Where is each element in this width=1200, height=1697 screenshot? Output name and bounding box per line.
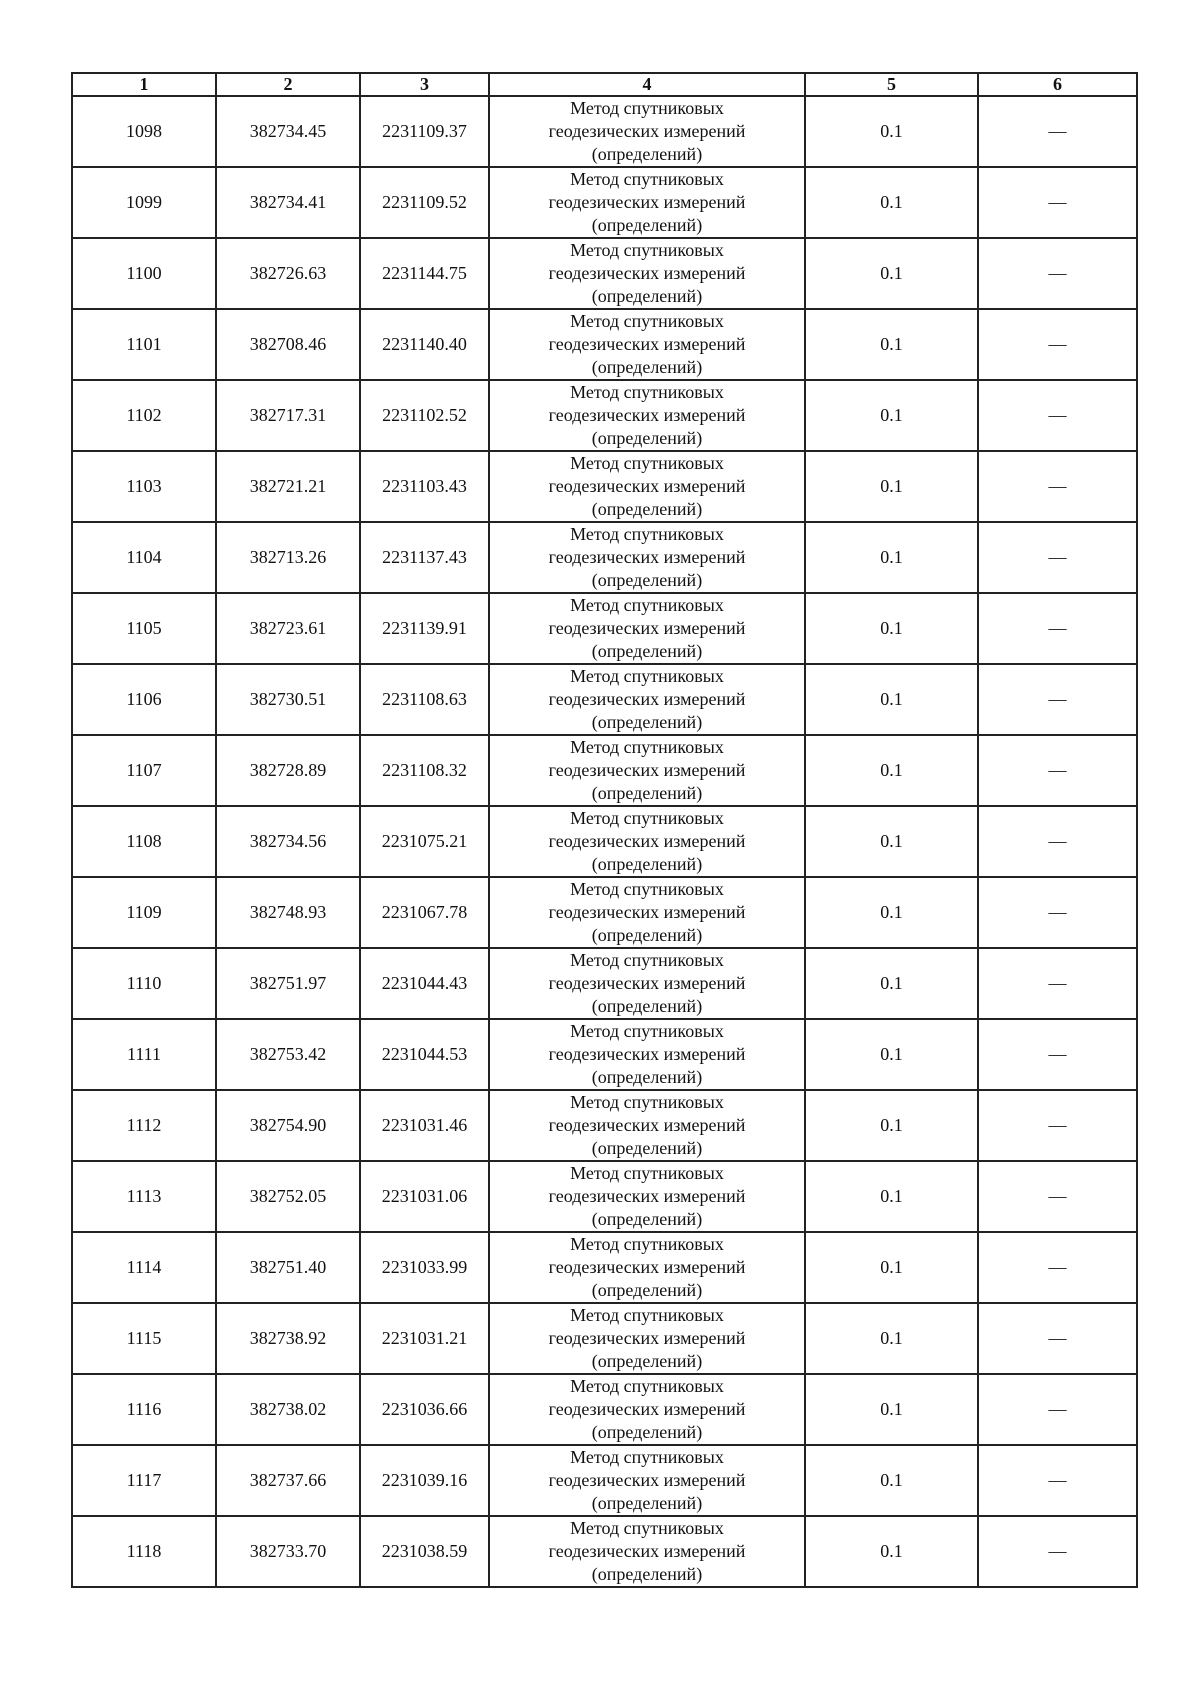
accuracy-cell: 0.1 (805, 593, 978, 664)
method-text: Метод спутниковых геодезических измерений (определений) (548, 311, 746, 377)
method-text: Метод спутниковых геодезических измерений (определений) (548, 1376, 746, 1442)
note-cell: — (978, 664, 1137, 735)
point-number-cell: 1115 (72, 1303, 216, 1374)
point-number-cell: 1102 (72, 380, 216, 451)
note-cell: — (978, 877, 1137, 948)
method-cell (489, 1303, 805, 1374)
method-cell (489, 1090, 805, 1161)
note-cell: — (978, 948, 1137, 1019)
method-cell (489, 806, 805, 877)
point-number-cell: 1101 (72, 309, 216, 380)
coord-y-cell: 2231044.43 (360, 948, 489, 1019)
method-text: Метод спутниковых геодезических измерений (определений) (548, 240, 746, 306)
coord-x-cell: 382753.42 (216, 1019, 360, 1090)
method-cell (489, 522, 805, 593)
coord-x-cell: 382721.21 (216, 451, 360, 522)
accuracy-cell: 0.1 (805, 309, 978, 380)
note-cell: — (978, 806, 1137, 877)
table-row (72, 96, 1137, 167)
header-col-1: 1 (72, 73, 216, 96)
point-number-cell: 1100 (72, 238, 216, 309)
method-text: Метод спутниковых геодезических измерений (определений) (548, 1305, 746, 1371)
note-cell: — (978, 1090, 1137, 1161)
coord-y-cell: 2231044.53 (360, 1019, 489, 1090)
table-row (72, 1232, 1137, 1303)
note-cell: — (978, 167, 1137, 238)
note-cell: — (978, 96, 1137, 167)
table-row (72, 1090, 1137, 1161)
table-row (72, 1516, 1137, 1587)
point-number-cell: 1098 (72, 96, 216, 167)
method-cell (489, 1516, 805, 1587)
note-cell: — (978, 1374, 1137, 1445)
accuracy-cell: 0.1 (805, 877, 978, 948)
method-cell (489, 877, 805, 948)
method-cell (489, 948, 805, 1019)
point-number-cell: 1108 (72, 806, 216, 877)
coord-y-cell: 2231036.66 (360, 1374, 489, 1445)
method-text: Метод спутниковых геодезических измерений (определений) (548, 1234, 746, 1300)
table-row (72, 806, 1137, 877)
point-number-cell: 1110 (72, 948, 216, 1019)
accuracy-cell: 0.1 (805, 451, 978, 522)
note-cell: — (978, 1445, 1137, 1516)
accuracy-cell: 0.1 (805, 948, 978, 1019)
accuracy-cell: 0.1 (805, 1090, 978, 1161)
table-row (72, 735, 1137, 806)
coord-y-cell: 2231039.16 (360, 1445, 489, 1516)
coord-x-cell: 382751.40 (216, 1232, 360, 1303)
accuracy-cell: 0.1 (805, 806, 978, 877)
method-text: Метод спутниковых геодезических измерений (определений) (548, 98, 746, 164)
table-row (72, 1019, 1137, 1090)
note-cell: — (978, 380, 1137, 451)
table-row (72, 593, 1137, 664)
method-text: Метод спутниковых геодезических измерений (определений) (548, 950, 746, 1016)
note-cell: — (978, 1303, 1137, 1374)
method-cell (489, 1445, 805, 1516)
coord-y-cell: 2231103.43 (360, 451, 489, 522)
method-cell (489, 309, 805, 380)
point-number-cell: 1111 (72, 1019, 216, 1090)
note-cell: — (978, 451, 1137, 522)
table-row (72, 877, 1137, 948)
header-col-6: 6 (978, 73, 1137, 96)
header-col-2: 2 (216, 73, 360, 96)
coord-y-cell: 2231031.46 (360, 1090, 489, 1161)
note-cell: — (978, 238, 1137, 309)
method-cell (489, 664, 805, 735)
coord-x-cell: 382713.26 (216, 522, 360, 593)
coord-y-cell: 2231067.78 (360, 877, 489, 948)
table-row (72, 380, 1137, 451)
method-cell (489, 238, 805, 309)
header-row (72, 73, 1137, 96)
coord-x-cell: 382737.66 (216, 1445, 360, 1516)
accuracy-cell: 0.1 (805, 167, 978, 238)
header-col-5: 5 (805, 73, 978, 96)
coord-y-cell: 2231031.21 (360, 1303, 489, 1374)
coord-x-cell: 382752.05 (216, 1161, 360, 1232)
point-number-cell: 1104 (72, 522, 216, 593)
table-row (72, 167, 1137, 238)
coord-x-cell: 382726.63 (216, 238, 360, 309)
coord-y-cell: 2231102.52 (360, 380, 489, 451)
accuracy-cell: 0.1 (805, 238, 978, 309)
table-row (72, 1445, 1137, 1516)
point-number-cell: 1105 (72, 593, 216, 664)
table-row (72, 309, 1137, 380)
coord-x-cell: 382738.02 (216, 1374, 360, 1445)
table-row (72, 451, 1137, 522)
method-cell (489, 451, 805, 522)
accuracy-cell: 0.1 (805, 1232, 978, 1303)
point-number-cell: 1099 (72, 167, 216, 238)
note-cell: — (978, 1516, 1137, 1587)
coord-x-cell: 382717.31 (216, 380, 360, 451)
table-body (72, 96, 1137, 1587)
coord-y-cell: 2231075.21 (360, 806, 489, 877)
table-header (72, 73, 1137, 96)
accuracy-cell: 0.1 (805, 96, 978, 167)
table-row (72, 948, 1137, 1019)
coord-y-cell: 2231109.37 (360, 96, 489, 167)
method-text: Метод спутниковых геодезических измерений (определений) (548, 1518, 746, 1584)
note-cell: — (978, 1019, 1137, 1090)
accuracy-cell: 0.1 (805, 522, 978, 593)
point-number-cell: 1113 (72, 1161, 216, 1232)
coord-x-cell: 382751.97 (216, 948, 360, 1019)
accuracy-cell: 0.1 (805, 1516, 978, 1587)
coord-y-cell: 2231038.59 (360, 1516, 489, 1587)
coord-x-cell: 382730.51 (216, 664, 360, 735)
note-cell: — (978, 522, 1137, 593)
method-cell (489, 380, 805, 451)
table-row (72, 1374, 1137, 1445)
accuracy-cell: 0.1 (805, 1374, 978, 1445)
method-text: Метод спутниковых геодезических измерений (определений) (548, 453, 746, 519)
document-page (71, 72, 1136, 1588)
method-cell (489, 593, 805, 664)
point-number-cell: 1118 (72, 1516, 216, 1587)
method-text: Метод спутниковых геодезических измерений (определений) (548, 808, 746, 874)
method-cell (489, 735, 805, 806)
coord-x-cell: 382738.92 (216, 1303, 360, 1374)
coord-x-cell: 382734.56 (216, 806, 360, 877)
method-text: Метод спутниковых геодезических измерений (определений) (548, 524, 746, 590)
table-row (72, 1303, 1137, 1374)
coordinates-table (71, 72, 1138, 1588)
method-text: Метод спутниковых геодезических измерений (определений) (548, 382, 746, 448)
coord-y-cell: 2231108.32 (360, 735, 489, 806)
method-text: Метод спутниковых геодезических измерений (определений) (548, 1447, 746, 1513)
note-cell: — (978, 309, 1137, 380)
coord-x-cell: 382728.89 (216, 735, 360, 806)
point-number-cell: 1103 (72, 451, 216, 522)
method-text: Метод спутниковых геодезических измерений (определений) (548, 737, 746, 803)
table-row (72, 1161, 1137, 1232)
accuracy-cell: 0.1 (805, 664, 978, 735)
coord-y-cell: 2231144.75 (360, 238, 489, 309)
accuracy-cell: 0.1 (805, 1303, 978, 1374)
coord-x-cell: 382733.70 (216, 1516, 360, 1587)
coord-y-cell: 2231108.63 (360, 664, 489, 735)
table-row (72, 664, 1137, 735)
method-text: Метод спутниковых геодезических измерений (определений) (548, 666, 746, 732)
coord-x-cell: 382734.45 (216, 96, 360, 167)
coord-y-cell: 2231031.06 (360, 1161, 489, 1232)
point-number-cell: 1109 (72, 877, 216, 948)
coord-x-cell: 382708.46 (216, 309, 360, 380)
note-cell: — (978, 1232, 1137, 1303)
note-cell: — (978, 735, 1137, 806)
coord-x-cell: 382723.61 (216, 593, 360, 664)
coord-x-cell: 382754.90 (216, 1090, 360, 1161)
point-number-cell: 1117 (72, 1445, 216, 1516)
point-number-cell: 1107 (72, 735, 216, 806)
point-number-cell: 1112 (72, 1090, 216, 1161)
header-col-3: 3 (360, 73, 489, 96)
method-cell (489, 96, 805, 167)
method-text: Метод спутниковых геодезических измерений (определений) (548, 169, 746, 235)
method-text: Метод спутниковых геодезических измерений (определений) (548, 1092, 746, 1158)
table-row (72, 522, 1137, 593)
accuracy-cell: 0.1 (805, 1445, 978, 1516)
header-col-4: 4 (489, 73, 805, 96)
point-number-cell: 1114 (72, 1232, 216, 1303)
coord-y-cell: 2231033.99 (360, 1232, 489, 1303)
method-text: Метод спутниковых геодезических измерений (определений) (548, 879, 746, 945)
accuracy-cell: 0.1 (805, 1019, 978, 1090)
method-cell (489, 1374, 805, 1445)
method-cell (489, 167, 805, 238)
accuracy-cell: 0.1 (805, 735, 978, 806)
point-number-cell: 1106 (72, 664, 216, 735)
coord-y-cell: 2231109.52 (360, 167, 489, 238)
method-text: Метод спутниковых геодезических измерений (определений) (548, 1163, 746, 1229)
note-cell: — (978, 1161, 1137, 1232)
coord-y-cell: 2231139.91 (360, 593, 489, 664)
note-cell: — (978, 593, 1137, 664)
method-text: Метод спутниковых геодезических измерений (определений) (548, 1021, 746, 1087)
method-text: Метод спутниковых геодезических измерений (определений) (548, 595, 746, 661)
coord-y-cell: 2231140.40 (360, 309, 489, 380)
method-cell (489, 1232, 805, 1303)
coord-y-cell: 2231137.43 (360, 522, 489, 593)
coord-x-cell: 382734.41 (216, 167, 360, 238)
method-cell (489, 1019, 805, 1090)
coord-x-cell: 382748.93 (216, 877, 360, 948)
method-cell (489, 1161, 805, 1232)
accuracy-cell: 0.1 (805, 1161, 978, 1232)
table-row (72, 238, 1137, 309)
point-number-cell: 1116 (72, 1374, 216, 1445)
accuracy-cell: 0.1 (805, 380, 978, 451)
